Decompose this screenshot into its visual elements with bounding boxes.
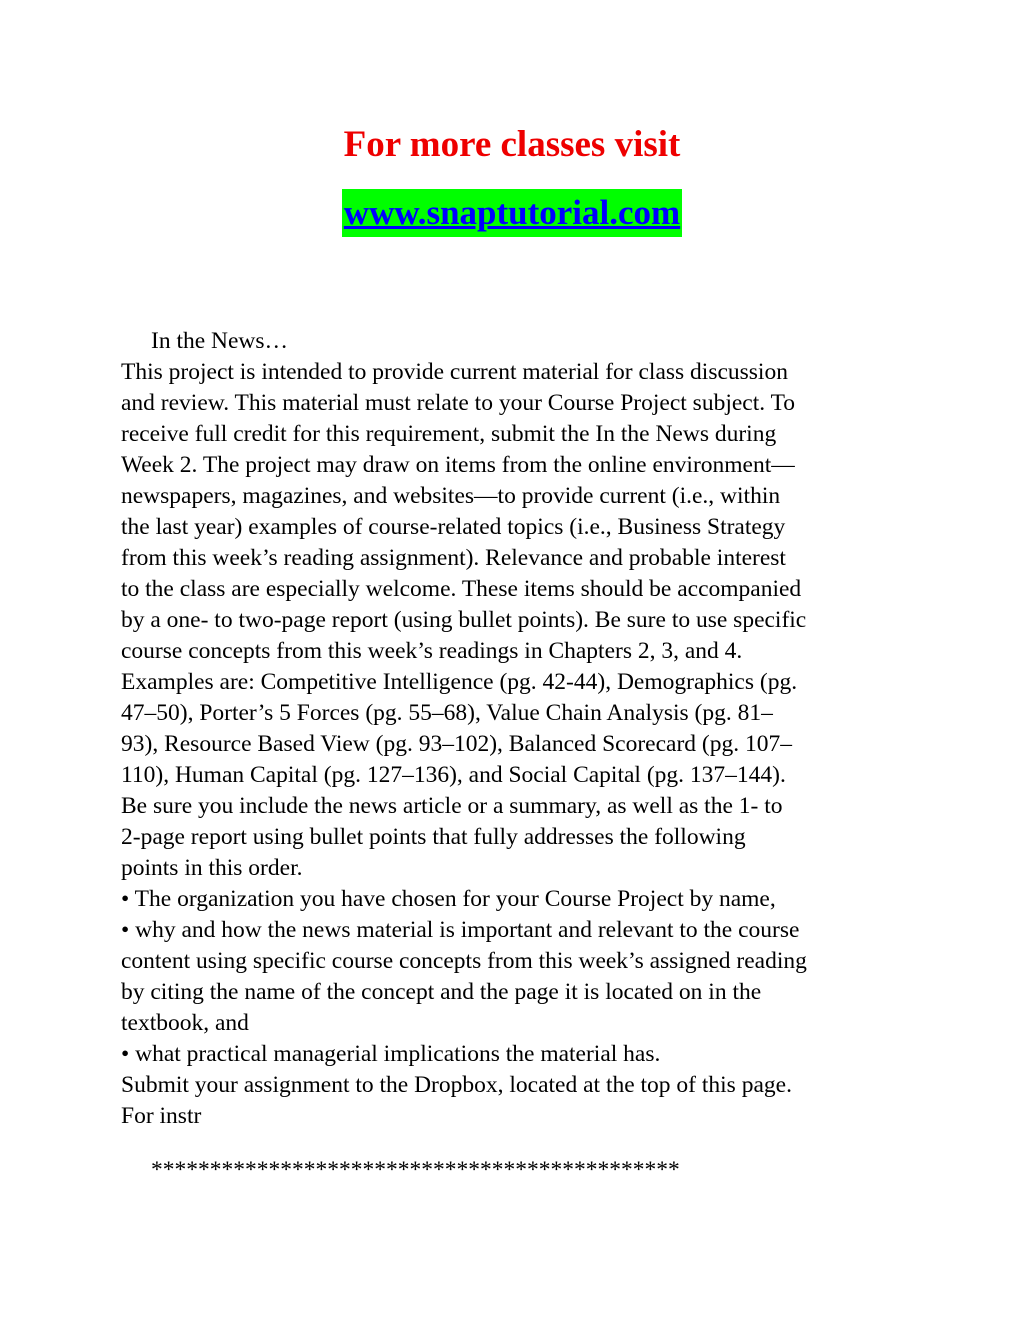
text-line: Be sure you include the news article or a summary, as well as the 1- to — [121, 793, 783, 819]
text-line: For instr — [121, 1103, 202, 1129]
text-line: the last year) examples of course-related topics (i.e., Business Strategy — [121, 514, 786, 540]
text-line: course concepts from this week’s readings in Chapters 2, 3, and 4. — [121, 638, 743, 664]
text-line: by a one- to two-page report (using bullet points). Be sure to use specific — [121, 607, 807, 633]
bullet-item: • what practical managerial implications the material has. — [121, 1041, 661, 1067]
text-line: 2-page report using bullet points that fully addresses the following — [121, 824, 746, 850]
text-line: textbook, and — [121, 1010, 249, 1036]
text-line: Submit your assignment to the Dropbox, located at the top of this page. — [121, 1072, 792, 1098]
assignment-description — [121, 326, 921, 1132]
text-line: 93), Resource Based View (pg. 93–102), Balanced Scorecard (pg. 107– — [121, 731, 792, 757]
text-line: newspapers, magazines, and websites—to provide current (i.e., within — [121, 483, 781, 509]
link-container — [0, 189, 1024, 237]
text-line: Week 2. The project may draw on items from the online environment— — [121, 452, 795, 478]
section-title: In the News… — [151, 328, 289, 354]
text-line: Examples are: Competitive Intelligence (pg. 42-44), Demographics (pg. — [121, 669, 798, 695]
text-line: to the class are especially welcome. These items should be accompanied — [121, 576, 802, 602]
text-line: points in this order. — [121, 855, 303, 881]
website-link[interactable]: www.snaptutorial.com — [342, 189, 682, 237]
text-line: This project is intended to provide current material for class discussion — [121, 359, 788, 385]
text-line: 47–50), Porter’s 5 Forces (pg. 55–68), Value Chain Analysis (pg. 81– — [121, 700, 773, 726]
bullet-item: • The organization you have chosen for your Course Project by name, — [121, 886, 776, 912]
text-line: content using specific course concepts from this week’s assigned reading — [121, 948, 807, 974]
text-line: 110), Human Capital (pg. 127–136), and Social Capital (pg. 137–144). — [121, 762, 786, 788]
page-title: For more classes visit — [343, 124, 681, 165]
separator-line: ********************************************* — [151, 1157, 680, 1183]
text-line: from this week’s reading assignment). Relevance and probable interest — [121, 545, 786, 571]
bullet-item: • why and how the news material is important and relevant to the course — [121, 917, 800, 943]
text-line: and review. This material must relate to your Course Project subject. To — [121, 390, 796, 416]
text-line: by citing the name of the concept and the page it is located on in the — [121, 979, 762, 1005]
text-line: receive full credit for this requirement, submit the In the News during — [121, 421, 777, 447]
